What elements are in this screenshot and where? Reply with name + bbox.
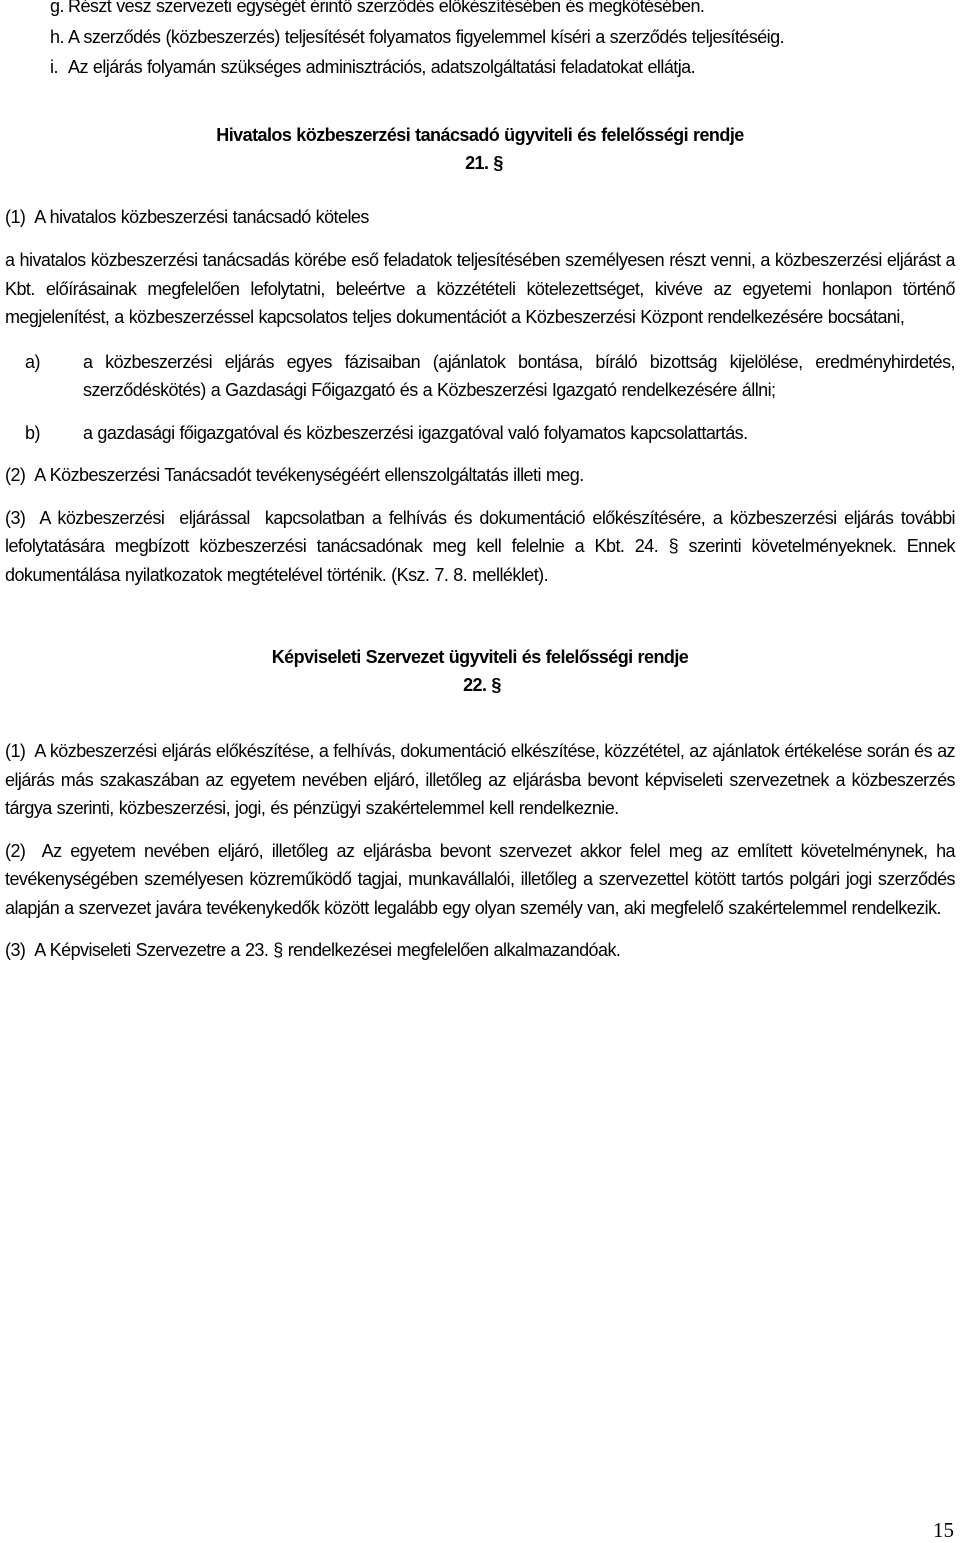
document-body [5,0,960,965]
sublist-text: a gazdasági főigazgatóval és közbeszerzési igazgatóval való folyamatos kapcsolattartás. [83,422,748,443]
list-item-g [50,0,955,21]
section-21-sublist [5,348,955,448]
sublist-item-b [5,419,955,448]
section-22-title: Képviseleti Szervezet ügyviteli és felelősségi rendje [271,647,689,667]
top-list [50,0,955,82]
list-text: Részt vesz szervezeti egységét érintő szerződés előkészítésében és megkötésében. [68,0,705,16]
section-21-number: 21. § [465,152,503,173]
sublist-mark: a) [25,351,40,372]
list-mark: g. [50,0,64,16]
list-item-h [50,23,955,52]
sublist-text: a közbeszerzési eljárás egyes fázisaiban (ajánlatok bontása, bíráló bizottság kijelölése, eredményhirdetés, szerződéskötés) a Gazdasági Főigazgató és a Közbeszerzési Igazgató rendelkezésére állni; [83,351,955,400]
list-item-i [50,53,955,82]
list-text: Az eljárás folyamán szükséges adminisztrációs, adatszolgáltatási feladatokat ellátja. [68,57,696,77]
list-mark: i. [50,57,58,77]
section-22-para-2: (2) Az egyetem nevében eljáró, illetőleg az eljárásba bevont szervezet akkor felel meg az említett követelménynek, ha tevékenységében személyesen közreműködő tagjai, munkavállalói, illetőleg a szervezettel kötött tartós polgári jogi szerződés alapján a szervezet javára tevékenykedők között legalább egy olyan személy van, aki megfelelő szakértelemmel rendelkezik. [5,840,960,918]
section-22-para-3: (3) A Képviseleti Szervezetre a 23. § rendelkezései megfelelően alkalmazandóak. [5,940,621,960]
page-number: 15 [933,1518,954,1542]
section-21-para-2: (2) A Közbeszerzési Tanácsadót tevékenységéért ellenszolgáltatás illeti meg. [5,465,584,485]
list-mark: h. [50,26,64,47]
list-text: A szerződés (közbeszerzés) teljesítését folyamatos figyelemmel kíséri a szerződés teljesítéséig. [68,26,785,47]
section-21-para-3: (3) A közbeszerzési eljárással kapcsolatban a felhívás és dokumentáció előkészítésére, a közbeszerzési eljárás további lefolytatására megbízott közbeszerzési tanácsadónak meg kell felelnie a Kbt. 24. § szerinti követelményeknek. Ennek dokumentálása nyilatkozatok megtételével történik. (Ksz. 7. 8. melléklet). [5,507,960,585]
section-22-para-1: (1) A közbeszerzési eljárás előkészítése, a felhívás, dokumentáció elkészítése, közzététel, az ajánlatok értékelése során és az eljárás más szakaszában az egyetem nevében eljáró, illetőleg az eljárásba bevont képviseleti szervezetnek a közbeszerzés tárgya szerinti, közbeszerzési, jogi, és pénzügyi szakértelemmel kell rendelkeznie. [5,741,960,818]
sublist-mark: b) [25,422,40,443]
section-21-para-1-body: a hivatalos közbeszerzési tanácsadás körébe eső feladatok teljesítésében személyesen részt venni, a közbeszerzési eljárást a Kbt. előírásainak megfelelően lefolytatni, beleértve a közzétételi kötelezettséget, kivéve az egyetemi honlapon történő megjelenítést, a közbeszerzéssel kapcsolatos teljes dokumentációt a Közbeszerzési Központ rendelkezésére bocsátani, [5,250,955,327]
section-22-number: 22. § [463,675,501,695]
section-21-para-1: (1) A hivatalos közbeszerzési tanácsadó köteles [5,206,369,227]
section-21-title: Hivatalos közbeszerzési tanácsadó ügyviteli és felelősségi rendje [216,124,744,145]
sublist-item-a [5,348,955,405]
